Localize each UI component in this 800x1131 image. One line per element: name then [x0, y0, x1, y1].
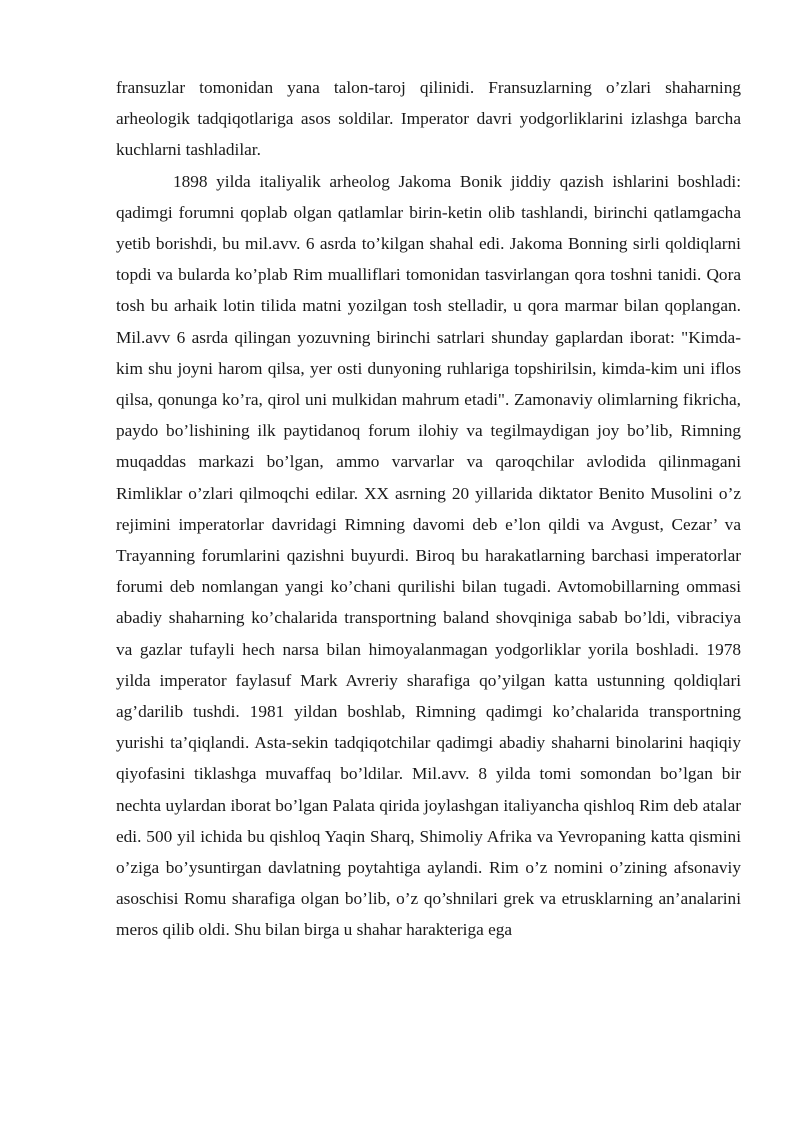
body-text [116, 72, 741, 946]
paragraph-1: fransuzlar tomonidan yana talon-taroj qilinidi. Fransuzlarning o’zlari shaharning arheologik tadqiqotlariga asos soldilar. Imperator davri yodgorliklarini izlashga barcha kuchlarni tashladilar. [116, 78, 741, 160]
paragraph-2: 1898 yilda italiyalik arheolog Jakoma Bonik jiddiy qazish ishlarini boshladi: qadimgi forumni qoplab olgan qatlamlar birin-ketin olib tashlandi, birinchi qatlamgacha yetib borishdi, bu mil.avv. 6 asrda to’kilgan shahal edi. Jakoma Bonning sirli qoldiqlarni topdi va bularda ko’plab Rim mualliflari tomonidan tasvirlangan qora toshni tanidi. Qora tosh bu arhaik lotin tilida matni yozilgan tosh stelladir, u qora marmar bilan qoplangan. Mil.avv 6 asrda qilingan yozuvning birinchi satrlari shunday gaplardan iborat: "Kimda-kim shu joyni harom qilsa, yer osti dunyoning ruhlariga topshirilsin, kimda-kim uni iflos qilsa, qonunga ko’ra, qirol uni mulkidan mahrum etadi". Zamonaviy olimlarning fikricha, paydo bo’lishining ilk paytidanoq forum ilohiy va tegilmaydigan joy bo’lib, Rimning muqaddas markazi bo’lgan, ammo varvarlar va qaroqchilar avlodida qilinmagani Rimliklar o’zlari qilmoqchi edilar. XX asrning 20 yillarida diktator Benito Musolini o’z rejimini imperatorlar davridagi Rimning davomi deb e’lon qildi va Avgust, Cezar’ va Trayanning forumlarini qazishni buyurdi. Biroq bu harakatlarning barchasi imperatorlar forumi deb nomlangan yangi ko’chani qurilishi bilan tugadi. Avtomobillarning ommasi abadiy shaharning ko’chalarida transportning baland shovqiniga sabab bo’ldi, vibraciya va gazlar tufayli hech narsa bilan himoyalanmagan yodgorliklar yorila boshladi. 1978 yilda imperator faylasuf Mark Avreriy sharafiga qo’yilgan katta ustunning qoldiqlari ag’darilib tushdi. 1981 yildan boshlab, Rimning qadimgi ko’chalarida transportning yurishi ta’qiqlandi. Asta-sekin tadqiqotchilar qadimgi abadiy shaharni binolarini haqiqiy qiyofasini tiklashga muvaffaq bo’ldilar. Mil.avv. 8 yilda tomi somondan bo’lgan bir nechta uylardan iborat bo’lgan Palata qirida joylashgan italiyancha qishloq Rim deb atalar edi. 500 yil ichida bu qishloq Yaqin Sharq, Shimoliy Afrika va Yevropaning katta qismini o’ziga bo’ysuntirgan davlatning poytahtiga aylandi. Rim o’z nomini o’zining afsonaviy asoschisi Romu sharafiga olgan bo’lib, o’z qo’shnilari grek va etrusklarning an’analarini meros qilib oldi. Shu bilan birga u shahar harakteriga ega [116, 171, 741, 940]
